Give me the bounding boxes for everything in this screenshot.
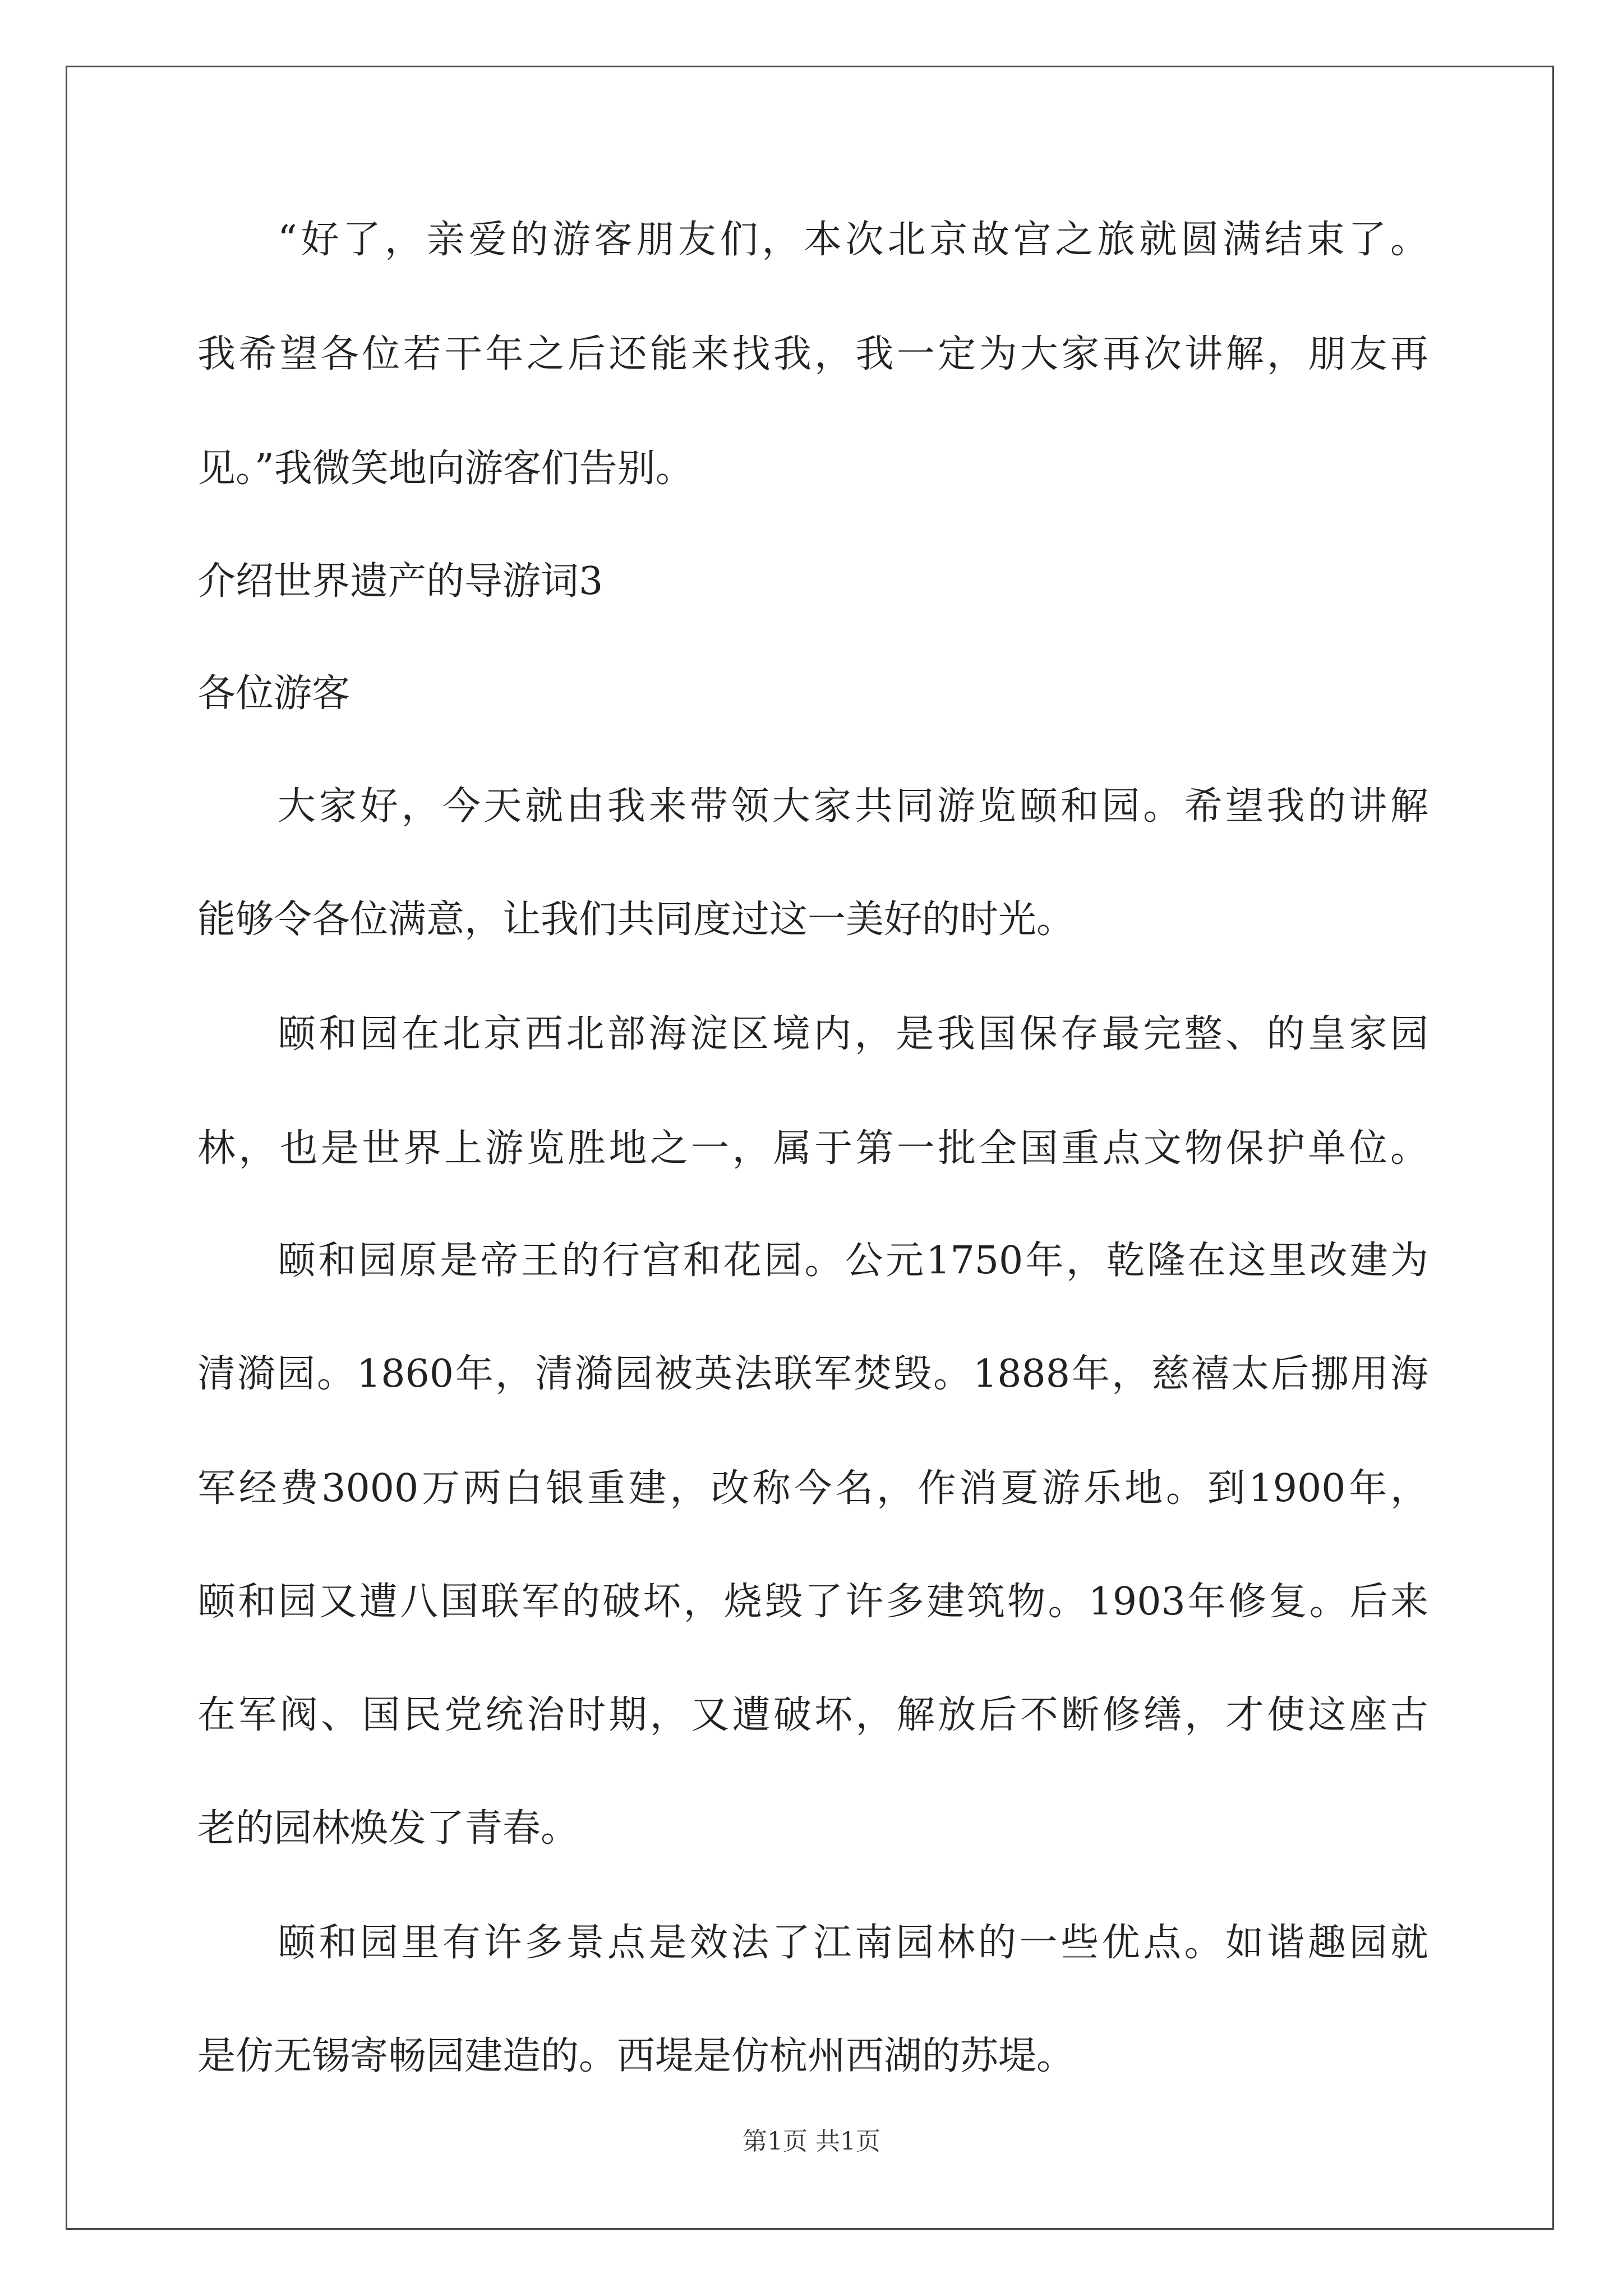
- text-line: 大家好，今天就由我来带领大家共同游览颐和园。希望我的讲解: [278, 784, 1428, 829]
- text-line: 清漪园。1860年，清漪园被英法联军焚毁。1888年，慈禧太后挪用海: [197, 1352, 1428, 1396]
- text-line: 颐和园又遭八国联军的破坏，烧毁了许多建筑物。1903年修复。后来: [197, 1580, 1428, 1624]
- section-heading: 介绍世界遗产的导游词3: [197, 559, 603, 604]
- text-line: “好了，亲爱的游客朋友们，本次北京故宫之旅就圆满结束了。: [278, 218, 1428, 262]
- text-line: 颐和园原是帝王的行宫和花园。公元1750年，乾隆在这里改建为: [278, 1239, 1428, 1283]
- text-line: 林，也是世界上游览胜地之一，属于第一批全国重点文物保护单位。: [197, 1126, 1428, 1171]
- salutation: 各位游客: [197, 671, 351, 716]
- text-line: 颐和园里有许多景点是效法了江南园林的一些优点。如谐趣园就: [278, 1921, 1428, 1965]
- text-line: 见。”我微笑地向游客们告别。: [197, 447, 694, 491]
- text-line: 能够令各位满意，让我们共同度过这一美好的时光。: [197, 898, 1075, 942]
- text-line: 老的园林焕发了青春。: [197, 1806, 579, 1851]
- text-line: 我希望各位若干年之后还能来找我，我一定为大家再次讲解，朋友再: [197, 332, 1428, 376]
- text-line: 军经费3000万两白银重建，改称今名，作消夏游乐地。到1900年，: [197, 1466, 1428, 1511]
- text-line: 颐和园在北京西北部海淀区境内，是我国保存最完整、的皇家园: [278, 1012, 1428, 1056]
- text-line: 在军阀、国民党统治时期，又遭破坏，解放后不断修缮，才使这座古: [197, 1693, 1428, 1737]
- text-line: 是仿无锡寄畅园建造的。西堤是仿杭州西湖的苏堤。: [197, 2034, 1075, 2078]
- page-footer: 第1页 共1页: [743, 2127, 880, 2156]
